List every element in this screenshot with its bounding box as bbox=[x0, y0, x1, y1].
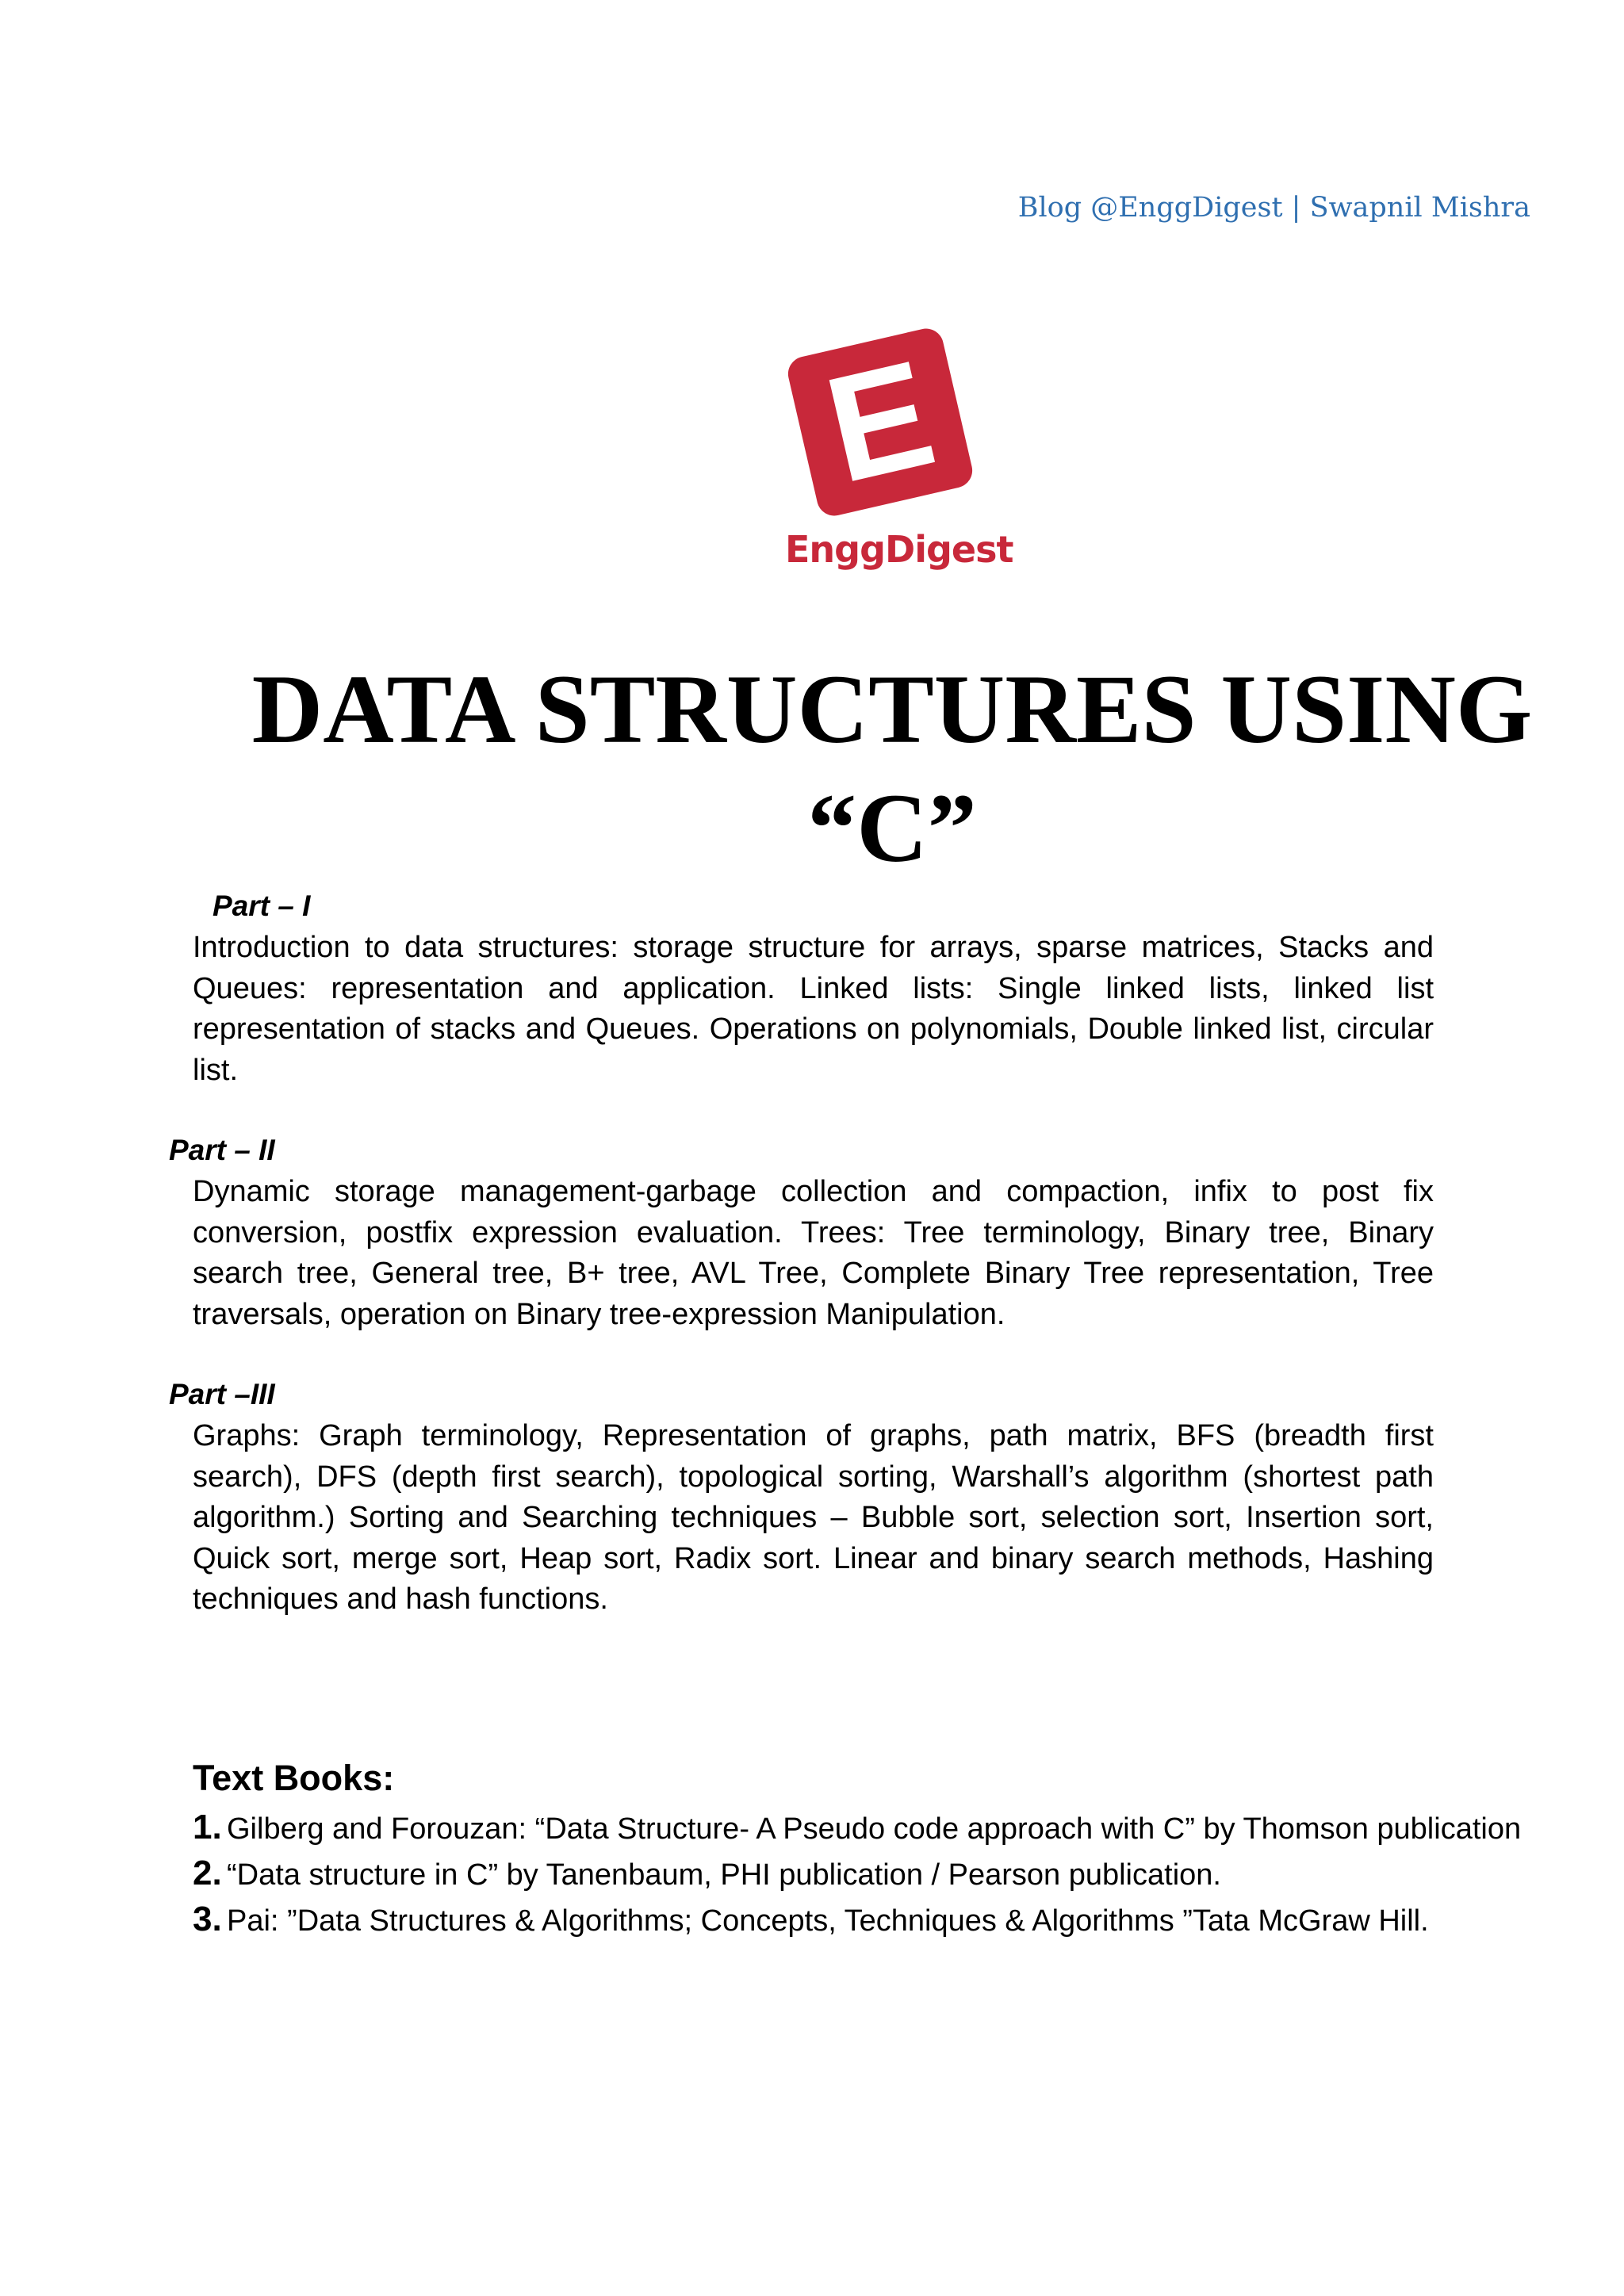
list-item bbox=[193, 1808, 1529, 1850]
list-item-text: Gilberg and Forouzan: “Data Structure- A Pseudo code approach with C” by Thomson publication bbox=[227, 1812, 1522, 1846]
logo-letter: E bbox=[812, 328, 948, 515]
list-item bbox=[193, 1900, 1529, 1942]
list-item-text: “Data structure in C” by Tanenbaum, PHI publication / Pearson publication. bbox=[227, 1858, 1221, 1892]
document-title: DATA STRUCTURES USING “C” bbox=[251, 655, 1533, 882]
logo-wordmark: EnggDigest bbox=[785, 528, 1013, 571]
list-item-number: 3. bbox=[193, 1900, 222, 1938]
part-1-body: Introduction to data structures: storage structure for arrays, sparse matrices, Stacks and Queues: representation and application. Linked lists: Single linked lists, linked list representation of stacks and Queues. Operations on polynomials, Double linked list, circular list. bbox=[193, 931, 1434, 1087]
enggdigest-logo bbox=[785, 328, 1013, 587]
part-3-heading: Part –III bbox=[169, 1378, 275, 1410]
textbook-list bbox=[193, 1808, 1529, 1946]
textbooks-heading: Text Books: bbox=[193, 1758, 395, 1798]
part-3-body: Graphs: Graph terminology, Representation of graphs, path matrix, BFS (breadth first search), DFS (depth first search), topological sorting, Warshall’s algorithm (shortest path algorithm.) Sorting and Searching techniques – Bubble sort, selection sort, Insertion sort, Quick sort, merge sort, Heap sort, Radix sort. Linear and binary search methods, Hashing techniques and hash functions. bbox=[193, 1419, 1434, 1616]
blog-header: Blog @EnggDigest | Swapnil Mishra bbox=[1017, 192, 1530, 224]
list-item bbox=[193, 1854, 1529, 1896]
list-item-number: 1. bbox=[193, 1808, 222, 1846]
part-2-heading: Part – II bbox=[169, 1134, 275, 1166]
list-item-text: Pai: ”Data Structures & Algorithms; Concepts, Techniques & Algorithms ”Tata McGraw Hill. bbox=[227, 1904, 1429, 1938]
part-2-body: Dynamic storage management-garbage collection and compaction, infix to post fix conversion, postfix expression evaluation. Trees: Tree terminology, Binary tree, Binary search tree, General tree, B+ tree, AVL Tree, Complete Binary Tree representation, Tree traversals, operation on Binary tree-expression Manipulation. bbox=[193, 1175, 1434, 1331]
part-1-heading: Part – I bbox=[213, 890, 311, 922]
list-item-number: 2. bbox=[193, 1854, 222, 1892]
